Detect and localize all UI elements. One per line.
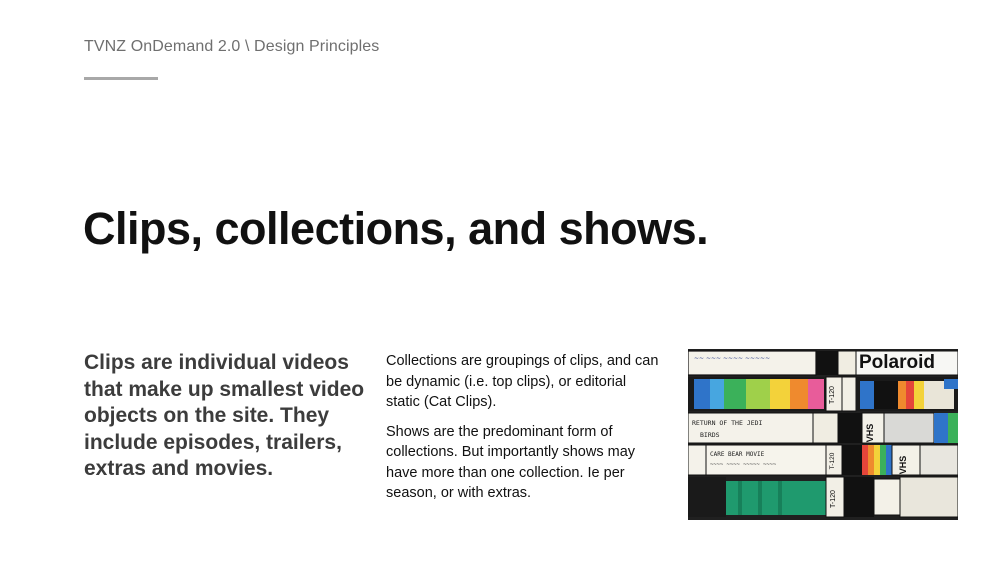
svg-text:BIRDS: BIRDS	[700, 431, 720, 439]
tape-row-5	[688, 477, 958, 517]
svg-text:T-120: T-120	[830, 490, 837, 508]
svg-text:VHS: VHS	[898, 455, 908, 475]
tape-row-3	[688, 413, 958, 443]
tape-row-4	[688, 445, 958, 475]
paragraph-shows: Shows are the predominant form of collections. But importantly shows may have more than one collection. Ie per season, or with extras.	[386, 423, 636, 501]
vhs-tapes-illustration	[688, 349, 958, 520]
svg-text:T-120: T-120	[829, 452, 836, 470]
svg-text:~~ ~~~ ~~~~ ~~~~~: ~~ ~~~ ~~~~ ~~~~~	[694, 355, 771, 362]
svg-text:RETURN OF THE JEDI: RETURN OF THE JEDI	[692, 419, 763, 427]
page-title: Clips, collections, and shows.	[83, 203, 709, 254]
tape-row-1	[688, 351, 958, 375]
lead-text: Clips are individual videos that make up smallest video objects on the site. They include episodes, trailers, extras and movies.	[84, 351, 365, 480]
header-divider	[84, 77, 158, 80]
body-text	[386, 351, 661, 504]
tape-row-2	[688, 377, 958, 411]
breadcrumb: TVNZ OnDemand 2.0 \ Design Principles	[84, 38, 380, 55]
polaroid-logo: Polaroid	[859, 352, 936, 373]
svg-text:CARE BEAR MOVIE: CARE BEAR MOVIE	[710, 451, 765, 458]
svg-text:~~~~ ~~~~ ~~~~~ ~~~~: ~~~~ ~~~~ ~~~~~ ~~~~	[710, 462, 777, 468]
paragraph-collections: Collections are groupings of clips, and can be dynamic (i.e. top clips), or editorial static (Cat Clips).	[386, 353, 659, 410]
svg-text:T-120: T-120	[829, 386, 836, 404]
svg-text:VHS: VHS	[865, 423, 875, 443]
